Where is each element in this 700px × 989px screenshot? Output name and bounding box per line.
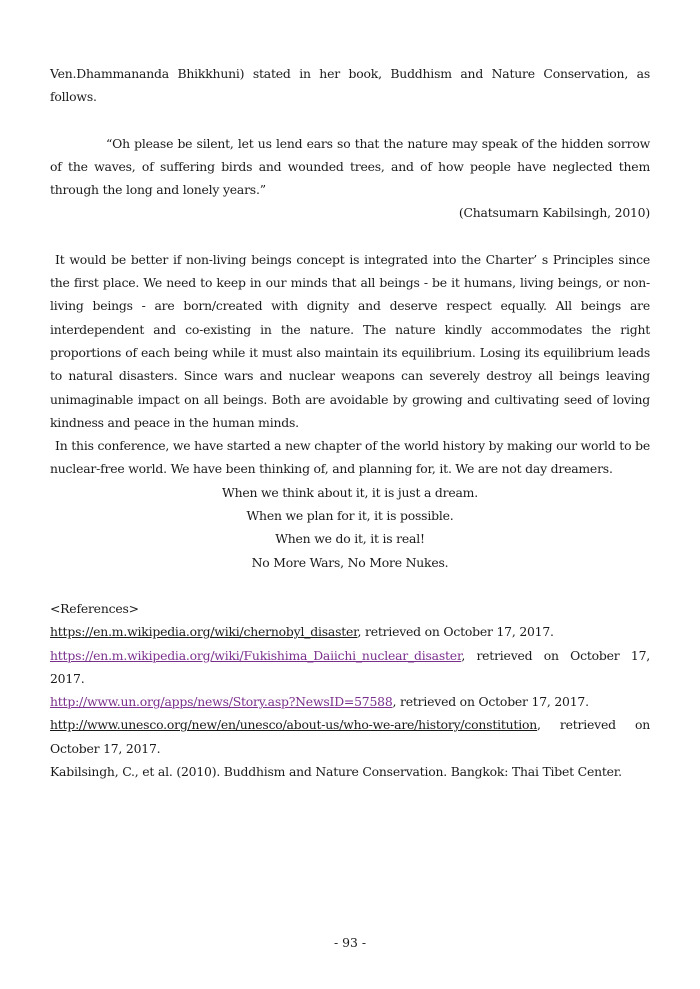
reference-retrieved: , retrieved on October 17, 2017.	[50, 647, 650, 686]
reference-retrieved: , retrieved on October 17, 2017.	[392, 694, 589, 710]
reference-link-unesco[interactable]: http://www.unesco.org/new/en/unesco/about-us/who-we-are/history/constitution	[50, 717, 538, 733]
quote-text: “Oh please be silent, let us lend ears so that the nature may speak of the hidden sorrow of the waves, of suffering birds and wounded trees, and of how people have neglected them through the long and lonely years.”	[50, 135, 650, 198]
reference-item	[50, 690, 650, 713]
reference-item	[50, 644, 650, 691]
quote-citation: (Chatsumarn Kabilsingh, 2010)	[458, 205, 650, 221]
reference-retrieved: , retrieved on October 17, 2017.	[357, 624, 554, 640]
reference-item	[50, 713, 650, 760]
reference-item	[50, 620, 650, 643]
reference-book: Kabilsingh, C., et al. (2010). Buddhism and Nature Conservation. Bangkok: Thai Tibet Center.	[50, 764, 622, 780]
reference-retrieved: , retrieved on October 17, 2017.	[50, 717, 650, 756]
poem-line: When we plan for it, it is possible.	[246, 508, 454, 524]
page-content	[50, 62, 650, 783]
references-section	[50, 597, 650, 783]
reference-link-un-news[interactable]: http://www.un.org/apps/news/Story.asp?NewsID=57588	[50, 694, 393, 710]
references-heading: <References>	[50, 600, 139, 616]
poem-line: No More Wars, No More Nukes.	[251, 554, 449, 570]
reference-link-fukushima[interactable]: https://en.m.wikipedia.org/wiki/Fukishima_Daiichi_nuclear_disaster	[50, 647, 462, 663]
body-paragraph-1: It would be better if non-living beings concept is integrated into the Charter’ s Principles since the first place. We need to keep in our minds that all beings - be it humans, living beings, or non-living beings - are born/created with dignity and deserve respect equally. All beings are interdependent and co-existing in the nature. The nature kindly accommodates the right proportions of each being while it must also maintain its equilibrium. Losing its equilibrium leads to natural disasters. Since wars and nuclear weapons can severely destroy all beings leaving unimaginable impact on all beings. Both are avoidable by growing and cultivating seed of loving kindness and peace in the human minds.	[50, 251, 650, 430]
poem-line: When we do it, it is real!	[275, 531, 425, 547]
intro-paragraph: Ven.Dhammananda Bhikkhuni) stated in her book, Buddhism and Nature Conservation, as follows.	[50, 66, 650, 105]
poem	[50, 481, 650, 574]
poem-line: When we think about it, it is just a dream.	[222, 484, 478, 500]
reference-link-chernobyl[interactable]: https://en.m.wikipedia.org/wiki/chernobyl_disaster	[50, 624, 358, 640]
body-paragraph-2: In this conference, we have started a new chapter of the world history by making our world to be nuclear-free world. We have been thinking of, and planning for, it. We are not day dreamers.	[50, 438, 650, 477]
page-number: - 93 -	[333, 935, 367, 950]
